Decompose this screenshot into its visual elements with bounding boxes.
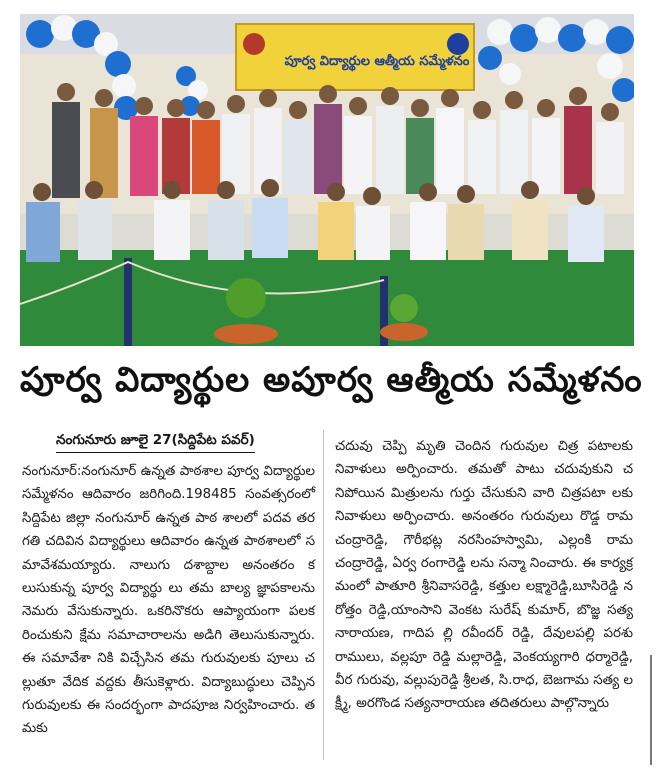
page-edge-mark <box>650 655 652 765</box>
group-photo <box>20 14 634 346</box>
article-dateline: నంగునూరు జూలై 27(సిద్దిపేట పవర్) <box>56 432 255 453</box>
banner-caption: పూర్వ విద్యార్థుల ఆత్మీయ సమ్మేళనం <box>284 54 470 69</box>
article-headline: పూర్వ విద్యార్థుల అపూర్వ ఆత్మీయ సమ్మేళనం <box>20 360 643 400</box>
article-column-left: నంగునూర్:నంగునూర్ ఉన్నత పాఠశాల పూర్వ విద్యార్థుల సమ్మేళనం ఆదివారం జరిగింది.198485 సంవత్సరంలో సిద్దిపేట జిల్లా నంగునూర్ ఉన్నత పాఠ శాలలో పదవ తరగతి చదివిన విద్యార్థులు ఆదివారం ఉన్నత పాఠశాలలో సమావేశమయ్యారు. నాలుగు దశాబ్దాల అనంతరం కలుసుకున్న పూర్వ విద్యార్థు లు తమ బాల్య జ్ఞాపకాలను నెమరు వేసుకున్నారు. ఒకరినొకరు ఆప్యాయంగా పలకరించుకుని క్షేమ సమాచారాలను అడిగి తెలుసుకున్నారు. ఈ సమావేశా నికి విచ్చేసిన తమ గురువులకు పూలు చల్లుతూ వేదిక వద్దకు తీసుకెళ్లారు. విద్యాబుద్ధులు చెప్పిన గురువులకు ఈ సందర్భంగా పాదపూజ నిర్వహించారు. తమకు <box>22 464 315 737</box>
column-divider <box>323 430 324 760</box>
article-column-right: చదువు చెప్పి మృతి చెందిన గురువుల చిత్ర పటాలకు నివాళులు అర్పించారు. తమతో పాటు చదువుకుని చనిపోయిన మిత్రులను గుర్తు చేసుకుని వారి చిత్రపటా లకు నివాళులు అర్పించారు. అనంతరం గురువులు రొడ్డ రామచంద్రారెడ్డి, గౌరీభట్ల నరసింహస్వామి, ఎల్లంకి రామచంద్రారెడ్డి, ఏర్వ రంగారెడ్డి లను సన్మా నించారు. ఈ కార్యక్రమంలో పాతూరి శ్రీనివాసరెడ్డి, కత్తుల లక్ష్మారెడ్డి,బూసిరెడ్డి నరోత్తం రెడ్డి,యాంసాని వెంకట సురేష్ కుమార్, బొజ్జ సత్యనారాయణ, గాదిప ల్లి రవీందర్ రెడ్డి, దేవులపల్లి పరశు రాములు, వల్లపూ రెడ్డి మల్లారెడ్డి, వెంకయ్యగారి ధర్మారెడ్డి, వీర గురువు, వల్లుపురెడ్డి శ్రీలత, సి.రాధ, బెజగామ సత్య లక్ష్మీ, అరగొండ సత్యనారాయణ తదితరులు పాల్గొన్నారు <box>335 439 633 712</box>
